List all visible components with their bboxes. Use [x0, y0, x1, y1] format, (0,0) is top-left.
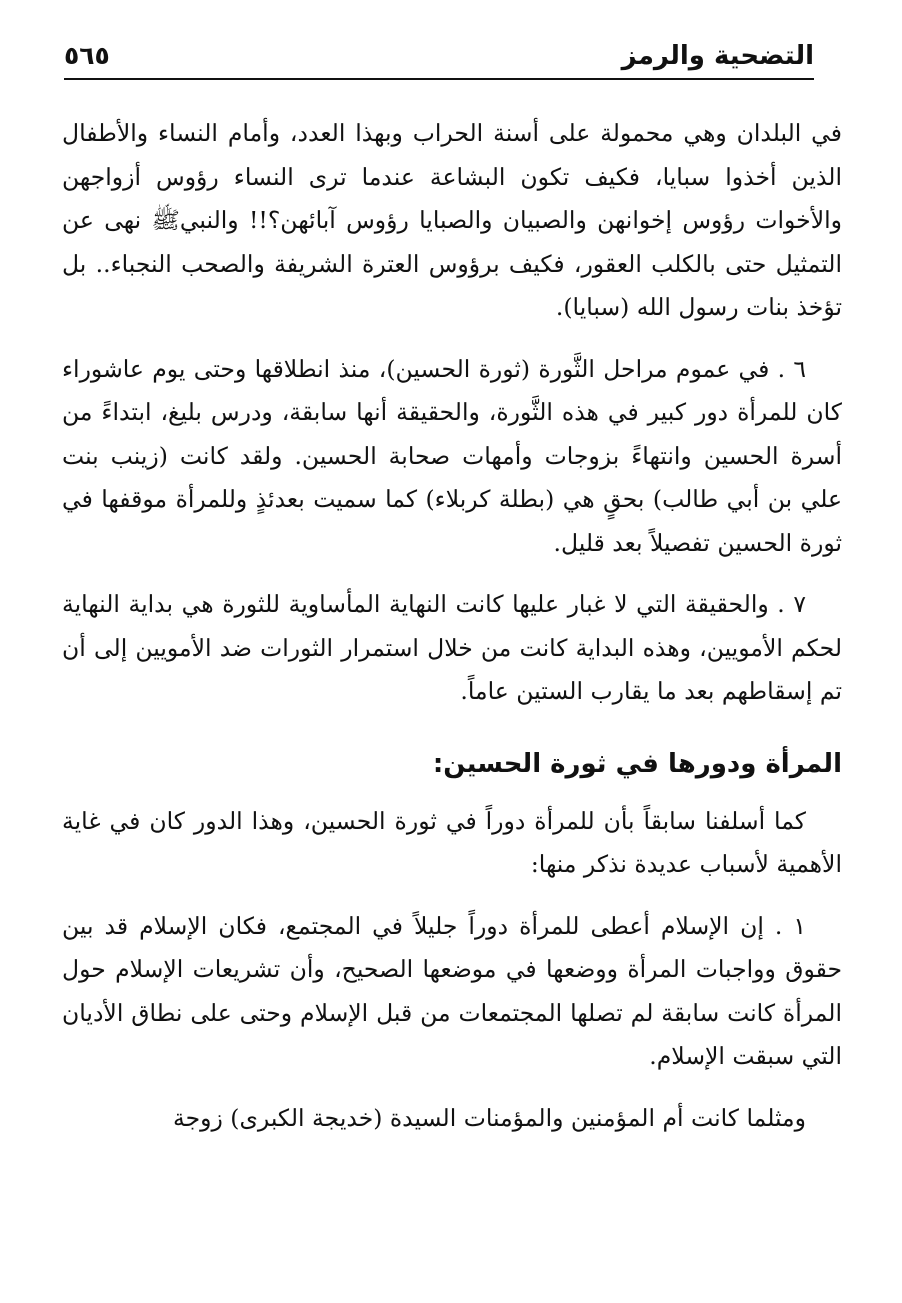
paragraph-item-1: ١ . إن الإسلام أعطى للمرأة دوراً جليلاً في المجتمع، فكان الإسلام قد بين حقوق وواجبات المرأة ووضعها في موضعها الصحيح، وأن تشريعات الإسلام حول المرأة كانت سابقة لم تصلها المجتمعات من قبل الإسلام وحتى على نطاق الأديان التي سبقت الإسلام.	[62, 911, 842, 1070]
running-header	[64, 28, 814, 76]
running-title: التضحية والرمز	[621, 41, 814, 71]
paragraph-last: ومثلما كانت أم المؤمنين والمؤمنات السيدة (خديجة الكبرى) زوجة	[173, 1103, 806, 1132]
paragraph-continuation: في البلدان وهي محمولة على أسنة الحراب وبهذا العدد، وأمام النساء والأطفال الذين أخذوا سبايا، فكيف تكون البشاعة عندما ترى النساء رؤوس أزواجهن والأخوات رؤوس إخوانهن والصبيان والصبايا رؤوس آبائهن؟!! والنبيﷺ نهى عن التمثيل حتى بالكلب العقور، فكيف برؤوس العترة الشريفة والصحب النجباء.. بل تؤخذ بنات رسول الله (سبايا).	[62, 119, 842, 321]
paragraph-intro: كما أسلفنا سابقاً بأن للمرأة دوراً في ثورة الحسين، وهذا الدور كان في غاية الأهمية لأسباب عديدة نذكر منها:	[62, 806, 842, 878]
page-number: ٥٦٥	[64, 41, 110, 70]
section-heading: المرأة ودورها في ثورة الحسين:	[432, 748, 842, 779]
paragraph-item-7: ٧ . والحقيقة التي لا غبار عليها كانت النهاية المأساوية للثورة هي بداية النهاية لحكم الأمويين، وهذه البداية كانت من خلال استمرار الثورات ضد الأمويين إلى أن تم إسقاطهم بعد ما يقارب الستين عاماً.	[62, 590, 842, 705]
header-rule	[64, 78, 814, 80]
page-body	[62, 112, 842, 1158]
paragraph-item-6: ٦ . في عموم مراحل الثَّورة (ثورة الحسين)، منذ انطلاقها وحتى يوم عاشوراء كان للمرأة دور كبير في هذه الثَّورة، والحقيقة أنها سابقة، ودرس بليغ، ابتداءً من أسرة الحسين وانتهاءً بزوجات وأمهات صحابة الحسين. ولقد كانت (زينب بنت علي بن أبي طالب) بحقٍ هي (بطلة كربلاء) كما سميت بعدئذٍ وللمرأة موقفها في ثورة الحسين تفصيلاً بعد قليل.	[62, 354, 842, 557]
